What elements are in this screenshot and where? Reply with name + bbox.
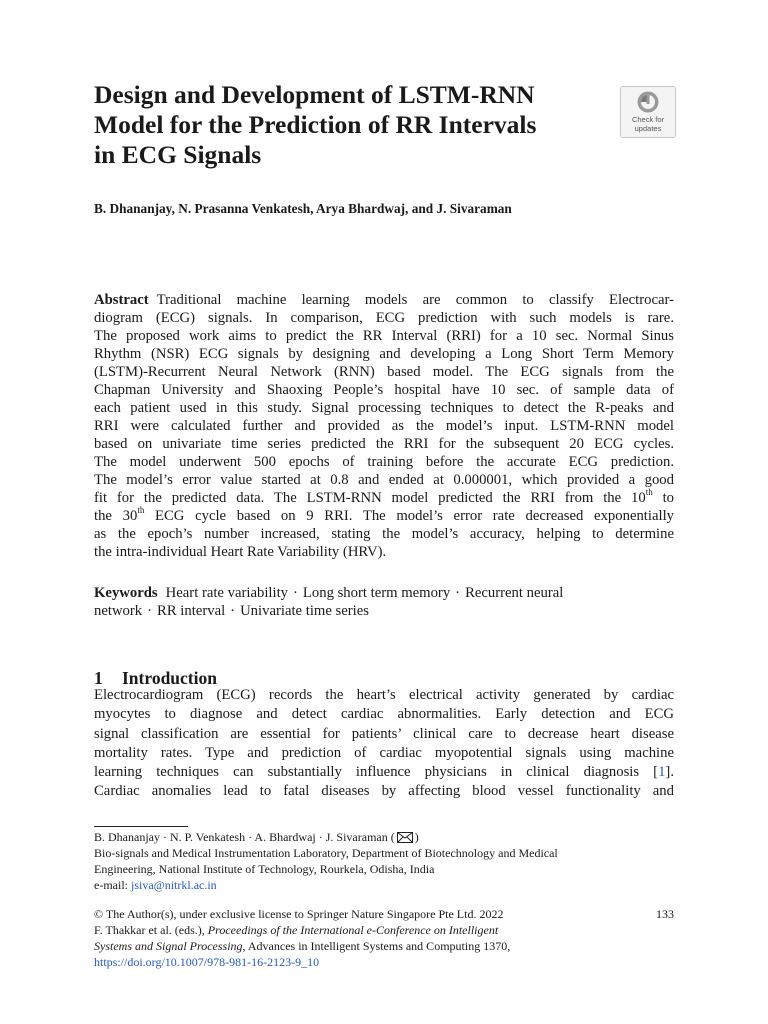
abstract-text: Traditional machine learning models are common to classify Electrocar- <box>156 292 674 308</box>
citation-link[interactable]: 1 <box>658 764 666 781</box>
envelope-icon <box>397 832 413 843</box>
abstract-line <box>94 507 674 525</box>
publication-footer <box>94 906 674 970</box>
editors-text: F. Thakkar et al. (eds.), <box>94 923 208 937</box>
keyword-separator: · <box>293 585 298 601</box>
title-line: Design and Development of LSTM-RNN <box>94 80 535 109</box>
abstract-line: Chapman University and Shaoxing People’s hospital have 10 sec. of sample data of <box>94 382 674 398</box>
page-number: 133 <box>656 907 674 921</box>
email-label: e-mail: <box>94 878 131 892</box>
keyword: Univariate time series <box>240 603 369 619</box>
abstract-line: The model underwent 500 epochs of training before the accurate ECG prediction. <box>94 454 674 470</box>
footnote-authors-end: ) <box>414 830 419 844</box>
abstract-line: Rhythm (NSR) ECG signals by designing and developing a Long Short Term Memory <box>94 346 674 362</box>
footnote-line <box>94 829 674 845</box>
keywords-line <box>94 602 674 620</box>
abstract-line: (LSTM)-Recurrent Neural Network (RNN) based model. The ECG signals from the <box>94 364 674 380</box>
section-number: 1 <box>94 667 103 688</box>
title-line: in ECG Signals <box>94 140 262 169</box>
abstract-text: ECG cycle based on 9 RRI. The model’s error rate decreased exponentially <box>144 508 674 524</box>
abstract-line: The model’s error value started at 0.8 and ended at 0.000001, which provided a good <box>94 472 674 488</box>
keyword: RR interval <box>157 603 226 619</box>
paper-title <box>94 80 604 170</box>
title-line: Model for the Prediction of RR Intervals <box>94 110 537 139</box>
keyword-separator: · <box>455 585 461 601</box>
section-heading <box>94 668 217 688</box>
check-for-updates-badge[interactable] <box>620 86 676 138</box>
abstract-line <box>94 291 674 309</box>
body-text: ]. <box>665 764 674 781</box>
keywords <box>94 584 674 620</box>
keyword: network <box>94 603 143 619</box>
footnote-divider <box>94 826 188 827</box>
keyword-separator: · <box>147 603 153 619</box>
abstract-line: RRI were calculated further and provided as the model’s input. LSTM-RNN model <box>94 418 674 434</box>
introduction-body <box>94 686 674 802</box>
superscript: th <box>645 487 653 498</box>
email-link[interactable]: jsiva@nitrkl.ac.in <box>130 878 217 892</box>
body-line: Electrocardiogram (ECG) records the heart’s electrical activity generated by cardiac <box>94 687 674 703</box>
abstract-line <box>94 489 674 507</box>
abstract-text: to <box>652 490 674 506</box>
series-text: , Advances in Intelligent Systems and Computing 1370, <box>242 939 511 953</box>
body-line: myocytes to diagnose and detect cardiac abnormalities. Early detection and ECG <box>94 706 674 723</box>
keyword: Heart rate variability <box>165 585 288 601</box>
keyword: Long short term memory <box>302 585 451 601</box>
abstract-text: fit for the predicted data. The LSTM-RNN model predicted the RRI from the 10 <box>94 490 646 506</box>
footnote-line: Bio-signals and Medical Instrumentation Laboratory, Department of Biotechnology and Medical <box>94 846 558 860</box>
abstract <box>94 291 674 561</box>
footer-line <box>94 938 674 954</box>
check-for-updates-icon <box>636 90 660 114</box>
keywords-label: Keywords <box>94 585 158 601</box>
footer-line <box>94 906 674 922</box>
badge-line: Check for <box>631 115 665 124</box>
abstract-line: The proposed work aims to predict the RR Interval (RRI) for a 10 sec. Normal Sinus <box>94 328 674 344</box>
superscript: th <box>137 505 145 516</box>
body-line: mortality rates. Type and prediction of cardiac myopotential signals using machine <box>94 744 674 761</box>
keywords-line <box>94 584 674 602</box>
author-footnote <box>94 829 674 893</box>
body-text: learning techniques can substantially influence physicians in clinical diagnosis [ <box>94 764 659 781</box>
footnote-line <box>94 877 674 893</box>
author-list: B. Dhananjay, N. Prasanna Venkatesh, Arya Bhardwaj, and J. Sivaraman <box>94 201 512 216</box>
body-line <box>94 763 674 782</box>
body-line: Cardiac anomalies lead to fatal diseases by affecting blood vessel functionality and <box>94 783 674 800</box>
abstract-line: each patient used in this study. Signal processing techniques to detect the R-peaks and <box>94 400 674 416</box>
abstract-line: diogram (ECG) signals. In comparison, ECG prediction with such models is rare. <box>94 310 674 326</box>
footer-line <box>94 922 674 938</box>
abstract-text: the 30 <box>94 508 138 524</box>
footnote-line: Engineering, National Institute of Technology, Rourkela, Odisha, India <box>94 862 435 876</box>
abstract-line: as the epoch’s number increased, stating the model’s accuracy, helping to determine <box>94 526 674 542</box>
section-title: Introduction <box>122 667 217 688</box>
proceedings-title: Proceedings of the International e-Conference on Intelligent <box>207 923 499 937</box>
body-line: signal classification are essential for patients’ clinical care to decrease heart disease <box>94 725 674 742</box>
proceedings-title: Systems and Signal Processing <box>94 939 243 953</box>
abstract-line: based on univariate time series predicted the RRI for the subsequent 20 ECG cycles. <box>94 436 674 452</box>
footer-line <box>94 954 674 970</box>
abstract-line: the intra-individual Heart Rate Variability (HRV). <box>94 544 387 560</box>
footnote-authors: B. Dhananjay · N. P. Venkatesh · A. Bhardwaj · J. Sivaraman ( <box>94 830 395 844</box>
keyword-separator: · <box>230 603 236 619</box>
badge-line: updates <box>634 123 662 133</box>
keyword: Recurrent neural <box>465 585 564 601</box>
abstract-label: Abstract <box>94 292 149 308</box>
copyright-text: © The Author(s), under exclusive license to Springer Nature Singapore Pte Ltd. 2022 <box>94 907 504 921</box>
doi-link[interactable]: https://doi.org/10.1007/978-981-16-2123-9_10 <box>94 955 320 969</box>
